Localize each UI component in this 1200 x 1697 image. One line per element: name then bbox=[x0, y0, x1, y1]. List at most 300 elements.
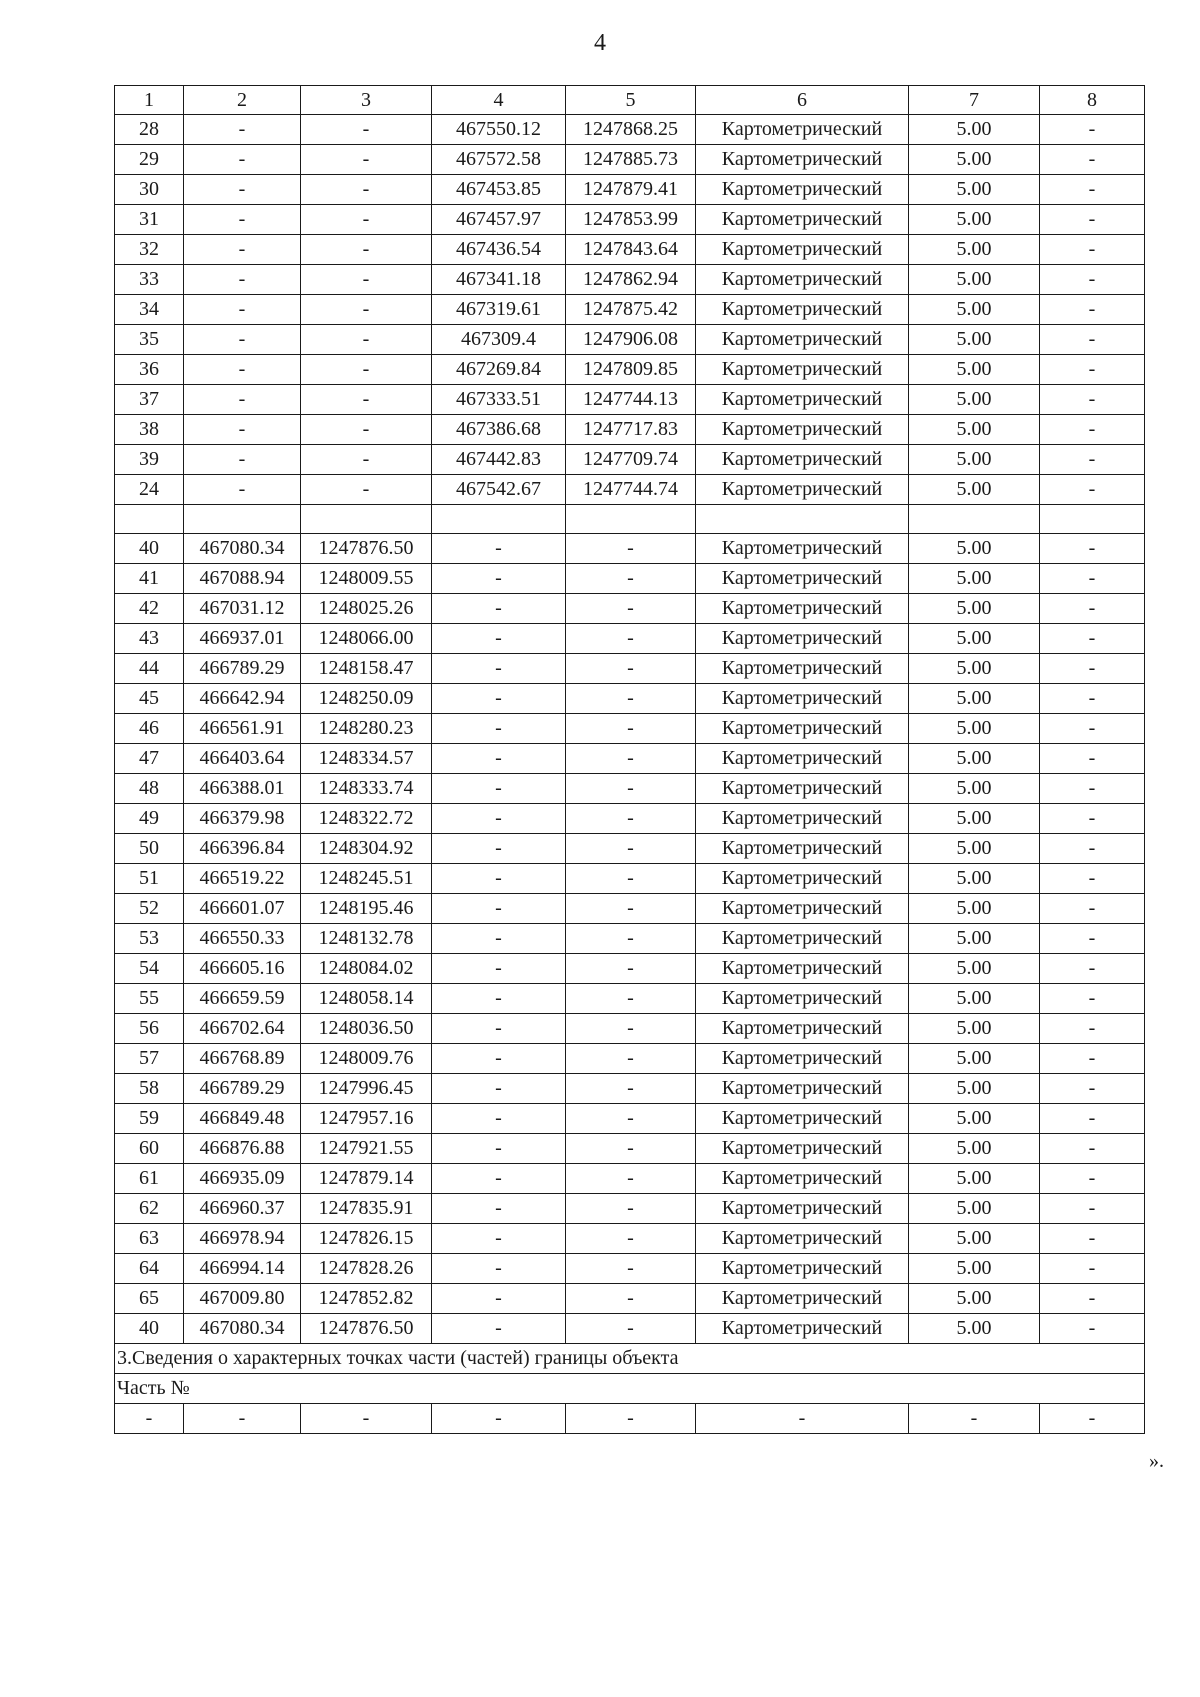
table-cell: Картометрический bbox=[696, 1314, 909, 1344]
table-cell: 1247906.08 bbox=[566, 325, 696, 355]
table-cell: 466702.64 bbox=[184, 1014, 301, 1044]
table-cell: 62 bbox=[115, 1194, 184, 1224]
table-cell: - bbox=[1040, 714, 1145, 744]
table-cell: Картометрический bbox=[696, 355, 909, 385]
table-row bbox=[115, 774, 1145, 804]
table-cell: 467333.51 bbox=[432, 385, 566, 415]
table-cell: 1247879.41 bbox=[566, 175, 696, 205]
table-row bbox=[115, 445, 1145, 475]
table-row bbox=[115, 1044, 1145, 1074]
table-cell: Картометрический bbox=[696, 145, 909, 175]
table-cell: - bbox=[566, 1164, 696, 1194]
table-cell: - bbox=[566, 864, 696, 894]
table-row bbox=[115, 834, 1145, 864]
table-row bbox=[115, 1074, 1145, 1104]
table-cell: - bbox=[566, 1134, 696, 1164]
table-cell: - bbox=[1040, 984, 1145, 1014]
table-cell: 467572.58 bbox=[432, 145, 566, 175]
table-cell: 1247921.55 bbox=[301, 1134, 432, 1164]
table-cell: - bbox=[184, 415, 301, 445]
table-cell: - bbox=[1040, 1254, 1145, 1284]
table-cell: 1247835.91 bbox=[301, 1194, 432, 1224]
table-cell: 1248195.46 bbox=[301, 894, 432, 924]
section-title: 3.Сведения о характерных точках части (частей) границы объекта bbox=[115, 1344, 1145, 1374]
table-cell: 30 bbox=[115, 175, 184, 205]
table-row bbox=[115, 1284, 1145, 1314]
table-cell: 5.00 bbox=[909, 924, 1040, 954]
table-cell: 28 bbox=[115, 115, 184, 145]
table-cell: 33 bbox=[115, 265, 184, 295]
table-cell: 1247826.15 bbox=[301, 1224, 432, 1254]
empty-cell bbox=[909, 505, 1040, 534]
table-cell: 5.00 bbox=[909, 1314, 1040, 1344]
table-cell: 467457.97 bbox=[432, 205, 566, 235]
table-cell: 5.00 bbox=[909, 894, 1040, 924]
table-cell: - bbox=[432, 1074, 566, 1104]
table-cell: - bbox=[1040, 295, 1145, 325]
table-row bbox=[115, 1014, 1145, 1044]
table-cell: 39 bbox=[115, 445, 184, 475]
table-cell: 466642.94 bbox=[184, 684, 301, 714]
table-cell: 5.00 bbox=[909, 804, 1040, 834]
table-cell: - bbox=[1040, 564, 1145, 594]
table-cell: 5.00 bbox=[909, 475, 1040, 505]
table-cell: Картометрический bbox=[696, 774, 909, 804]
table-cell: 1247885.73 bbox=[566, 145, 696, 175]
table-cell: 60 bbox=[115, 1134, 184, 1164]
column-header: 7 bbox=[909, 86, 1040, 115]
table-cell: 5.00 bbox=[909, 624, 1040, 654]
table-cell: - bbox=[566, 1224, 696, 1254]
table-cell: - bbox=[432, 534, 566, 564]
table-cell: 36 bbox=[115, 355, 184, 385]
table-cell: - bbox=[432, 834, 566, 864]
table-cell: Картометрический bbox=[696, 235, 909, 265]
table-cell: 48 bbox=[115, 774, 184, 804]
table-cell: 1248334.57 bbox=[301, 744, 432, 774]
table-row bbox=[115, 145, 1145, 175]
table-cell: 5.00 bbox=[909, 654, 1040, 684]
table-cell: 1248250.09 bbox=[301, 684, 432, 714]
table-cell: - bbox=[432, 1194, 566, 1224]
table-cell: - bbox=[184, 1404, 301, 1434]
table-cell: - bbox=[909, 1404, 1040, 1434]
table-cell: - bbox=[301, 145, 432, 175]
table-cell: - bbox=[1040, 1074, 1145, 1104]
table-cell: 1247876.50 bbox=[301, 1314, 432, 1344]
table-cell: - bbox=[184, 445, 301, 475]
table-cell: 466396.84 bbox=[184, 834, 301, 864]
table-cell: 466403.64 bbox=[184, 744, 301, 774]
table-cell: - bbox=[432, 864, 566, 894]
table-cell: 5.00 bbox=[909, 1044, 1040, 1074]
table-cell: - bbox=[1040, 1224, 1145, 1254]
table-cell: 467319.61 bbox=[432, 295, 566, 325]
table-cell: 467080.34 bbox=[184, 1314, 301, 1344]
table-cell: - bbox=[1040, 115, 1145, 145]
table-cell: Картометрический bbox=[696, 1224, 909, 1254]
table-cell: Картометрический bbox=[696, 1104, 909, 1134]
table-row bbox=[115, 1164, 1145, 1194]
empty-cell bbox=[696, 505, 909, 534]
table-cell: - bbox=[566, 954, 696, 984]
table-cell: - bbox=[432, 894, 566, 924]
column-header: 4 bbox=[432, 86, 566, 115]
empty-cell bbox=[115, 505, 184, 534]
table-cell: - bbox=[566, 924, 696, 954]
table-row bbox=[115, 804, 1145, 834]
table-cell: - bbox=[1040, 804, 1145, 834]
table-row bbox=[115, 564, 1145, 594]
table-row bbox=[115, 744, 1145, 774]
table-row bbox=[115, 594, 1145, 624]
table-cell: 1247709.74 bbox=[566, 445, 696, 475]
table-cell: - bbox=[184, 205, 301, 235]
table-cell: 1247876.50 bbox=[301, 534, 432, 564]
table-cell: Картометрический bbox=[696, 175, 909, 205]
table-cell: - bbox=[1040, 265, 1145, 295]
table-cell: 56 bbox=[115, 1014, 184, 1044]
table-cell: - bbox=[115, 1404, 184, 1434]
table-cell: - bbox=[432, 954, 566, 984]
table-cell: 63 bbox=[115, 1224, 184, 1254]
table-row bbox=[115, 475, 1145, 505]
table-cell: 64 bbox=[115, 1254, 184, 1284]
table-cell: 1247744.13 bbox=[566, 385, 696, 415]
table-cell: 467269.84 bbox=[432, 355, 566, 385]
empty-cell bbox=[1040, 505, 1145, 534]
table-cell: 40 bbox=[115, 534, 184, 564]
table-cell: 1248058.14 bbox=[301, 984, 432, 1014]
table-cell: - bbox=[566, 654, 696, 684]
table-cell: 1247852.82 bbox=[301, 1284, 432, 1314]
table-cell: 38 bbox=[115, 415, 184, 445]
table-cell: 1247996.45 bbox=[301, 1074, 432, 1104]
table-cell: - bbox=[432, 984, 566, 1014]
table-cell: - bbox=[301, 415, 432, 445]
table-cell: Картометрический bbox=[696, 564, 909, 594]
table-cell: 5.00 bbox=[909, 235, 1040, 265]
table-cell: 467080.34 bbox=[184, 534, 301, 564]
table-cell: - bbox=[184, 355, 301, 385]
table-row bbox=[115, 1254, 1145, 1284]
empty-cell bbox=[432, 505, 566, 534]
table-cell: - bbox=[1040, 415, 1145, 445]
part-number-row bbox=[115, 1374, 1145, 1404]
table-cell: - bbox=[301, 295, 432, 325]
table-cell: - bbox=[432, 1254, 566, 1284]
table-cell: - bbox=[432, 1224, 566, 1254]
table-cell: 5.00 bbox=[909, 1074, 1040, 1104]
table-cell: - bbox=[184, 295, 301, 325]
table-cell: - bbox=[1040, 1044, 1145, 1074]
table-cell: - bbox=[566, 1074, 696, 1104]
table-cell: 467009.80 bbox=[184, 1284, 301, 1314]
table-row bbox=[115, 1134, 1145, 1164]
table-cell: 467542.67 bbox=[432, 475, 566, 505]
table-cell: 5.00 bbox=[909, 954, 1040, 984]
table-cell: 1247853.99 bbox=[566, 205, 696, 235]
table-cell: - bbox=[432, 1104, 566, 1134]
table-cell: - bbox=[566, 1194, 696, 1224]
table-cell: - bbox=[1040, 385, 1145, 415]
table-cell: Картометрический bbox=[696, 1194, 909, 1224]
table-cell: - bbox=[432, 684, 566, 714]
table-cell: - bbox=[184, 265, 301, 295]
table-cell: 5.00 bbox=[909, 684, 1040, 714]
table-cell: - bbox=[566, 1044, 696, 1074]
table-cell: 1247875.42 bbox=[566, 295, 696, 325]
table-cell: Картометрический bbox=[696, 1014, 909, 1044]
table-cell: 1247744.74 bbox=[566, 475, 696, 505]
table-cell: 5.00 bbox=[909, 295, 1040, 325]
table-cell: - bbox=[301, 175, 432, 205]
table-cell: 466659.59 bbox=[184, 984, 301, 1014]
table-cell: - bbox=[432, 1404, 566, 1434]
table-cell: 1247957.16 bbox=[301, 1104, 432, 1134]
table-cell: - bbox=[184, 175, 301, 205]
table-cell: 467088.94 bbox=[184, 564, 301, 594]
table-cell: - bbox=[1040, 864, 1145, 894]
table-cell: 467436.54 bbox=[432, 235, 566, 265]
table-cell: 467341.18 bbox=[432, 265, 566, 295]
table-cell: - bbox=[184, 145, 301, 175]
table-cell: - bbox=[566, 1404, 696, 1434]
table-cell: 1247828.26 bbox=[301, 1254, 432, 1284]
table-cell: 45 bbox=[115, 684, 184, 714]
table-cell: 59 bbox=[115, 1104, 184, 1134]
table-cell: - bbox=[566, 564, 696, 594]
table-cell: - bbox=[432, 564, 566, 594]
table-cell: - bbox=[1040, 834, 1145, 864]
empty-cell bbox=[184, 505, 301, 534]
table-cell: 466876.88 bbox=[184, 1134, 301, 1164]
table-cell: 35 bbox=[115, 325, 184, 355]
table-cell: 466937.01 bbox=[184, 624, 301, 654]
table-cell: 1248158.47 bbox=[301, 654, 432, 684]
table-cell: - bbox=[1040, 654, 1145, 684]
table-cell: 5.00 bbox=[909, 714, 1040, 744]
table-row bbox=[115, 684, 1145, 714]
table-row bbox=[115, 624, 1145, 654]
table-row bbox=[115, 235, 1145, 265]
table-cell: 5.00 bbox=[909, 864, 1040, 894]
table-cell: 466379.98 bbox=[184, 804, 301, 834]
table-cell: 467386.68 bbox=[432, 415, 566, 445]
table-cell: 41 bbox=[115, 564, 184, 594]
table-cell: - bbox=[184, 325, 301, 355]
table-row bbox=[115, 295, 1145, 325]
table-cell: - bbox=[184, 235, 301, 265]
table-cell: 54 bbox=[115, 954, 184, 984]
table-cell: Картометрический bbox=[696, 534, 909, 564]
table-cell: - bbox=[566, 744, 696, 774]
table-cell: - bbox=[301, 355, 432, 385]
table-cell: - bbox=[432, 1314, 566, 1344]
table-cell: 1248333.74 bbox=[301, 774, 432, 804]
table-cell: 466994.14 bbox=[184, 1254, 301, 1284]
table-cell: - bbox=[301, 265, 432, 295]
table-cell: - bbox=[566, 1314, 696, 1344]
table-cell: - bbox=[1040, 325, 1145, 355]
table-cell: 5.00 bbox=[909, 1224, 1040, 1254]
table-cell: 5.00 bbox=[909, 1014, 1040, 1044]
table-cell: Картометрический bbox=[696, 954, 909, 984]
table-cell: 58 bbox=[115, 1074, 184, 1104]
table-cell: 52 bbox=[115, 894, 184, 924]
column-header: 8 bbox=[1040, 86, 1145, 115]
table-cell: 467550.12 bbox=[432, 115, 566, 145]
table-cell: - bbox=[1040, 235, 1145, 265]
table-cell: 5.00 bbox=[909, 145, 1040, 175]
table-cell: Картометрический bbox=[696, 295, 909, 325]
table-cell: - bbox=[432, 654, 566, 684]
table-cell: - bbox=[566, 804, 696, 834]
table-row bbox=[115, 415, 1145, 445]
table-row bbox=[115, 894, 1145, 924]
table-cell: Картометрический bbox=[696, 1074, 909, 1104]
column-header: 2 bbox=[184, 86, 301, 115]
table-cell: Картометрический bbox=[696, 115, 909, 145]
empty-cell bbox=[566, 505, 696, 534]
table-cell: 5.00 bbox=[909, 744, 1040, 774]
table-cell: - bbox=[432, 924, 566, 954]
table-cell: 1247843.64 bbox=[566, 235, 696, 265]
table-cell: 24 bbox=[115, 475, 184, 505]
table-cell: Картометрический bbox=[696, 834, 909, 864]
table-cell: Картометрический bbox=[696, 684, 909, 714]
table-cell: Картометрический bbox=[696, 654, 909, 684]
table-cell: Картометрический bbox=[696, 1044, 909, 1074]
table-cell: - bbox=[432, 594, 566, 624]
table-cell: 1248009.55 bbox=[301, 564, 432, 594]
table-cell: 34 bbox=[115, 295, 184, 325]
table-cell: - bbox=[566, 594, 696, 624]
table-cell: - bbox=[432, 1044, 566, 1074]
column-header: 1 bbox=[115, 86, 184, 115]
table-cell: - bbox=[1040, 594, 1145, 624]
table-cell: - bbox=[432, 1014, 566, 1044]
table-cell: - bbox=[566, 834, 696, 864]
table-cell: 1247879.14 bbox=[301, 1164, 432, 1194]
table-row bbox=[115, 355, 1145, 385]
table-cell: - bbox=[432, 1134, 566, 1164]
table-cell: 29 bbox=[115, 145, 184, 175]
table-cell: - bbox=[566, 1014, 696, 1044]
table-cell: 466789.29 bbox=[184, 1074, 301, 1104]
column-header: 3 bbox=[301, 86, 432, 115]
table-cell: - bbox=[566, 1254, 696, 1284]
table-cell: 5.00 bbox=[909, 1194, 1040, 1224]
table-cell: - bbox=[1040, 894, 1145, 924]
table-row bbox=[115, 1224, 1145, 1254]
table-cell: 42 bbox=[115, 594, 184, 624]
table-cell: - bbox=[301, 385, 432, 415]
table-cell: 53 bbox=[115, 924, 184, 954]
empty-cell bbox=[301, 505, 432, 534]
table-cell: - bbox=[566, 714, 696, 744]
table-cell: - bbox=[1040, 1014, 1145, 1044]
part-number-label: Часть № bbox=[115, 1374, 1145, 1404]
column-header: 6 bbox=[696, 86, 909, 115]
table-cell: 1248025.26 bbox=[301, 594, 432, 624]
table-row bbox=[115, 714, 1145, 744]
table-cell: 466550.33 bbox=[184, 924, 301, 954]
table-cell: - bbox=[301, 235, 432, 265]
table-cell: 466789.29 bbox=[184, 654, 301, 684]
table-cell: 51 bbox=[115, 864, 184, 894]
table-cell: 5.00 bbox=[909, 175, 1040, 205]
table-cell: - bbox=[566, 894, 696, 924]
table-cell: - bbox=[301, 475, 432, 505]
table-cell: 5.00 bbox=[909, 1254, 1040, 1284]
table-cell: 467442.83 bbox=[432, 445, 566, 475]
table-cell: - bbox=[1040, 684, 1145, 714]
table-cell: 5.00 bbox=[909, 115, 1040, 145]
table-cell: 1248066.00 bbox=[301, 624, 432, 654]
table-cell: - bbox=[301, 205, 432, 235]
table-cell: - bbox=[432, 1284, 566, 1314]
table-cell: 55 bbox=[115, 984, 184, 1014]
table-row bbox=[115, 385, 1145, 415]
table-row bbox=[115, 265, 1145, 295]
table-cell: 5.00 bbox=[909, 774, 1040, 804]
table-row bbox=[115, 1194, 1145, 1224]
table-cell: Картометрический bbox=[696, 475, 909, 505]
table-cell: 466960.37 bbox=[184, 1194, 301, 1224]
table-cell: Картометрический bbox=[696, 624, 909, 654]
table-cell: Картометрический bbox=[696, 325, 909, 355]
column-header: 5 bbox=[566, 86, 696, 115]
table-cell: 37 bbox=[115, 385, 184, 415]
table-cell: - bbox=[1040, 744, 1145, 774]
table-cell: 467309.4 bbox=[432, 325, 566, 355]
table-cell: - bbox=[301, 1404, 432, 1434]
table-cell: 466605.16 bbox=[184, 954, 301, 984]
table-cell: - bbox=[1040, 355, 1145, 385]
table-cell: 5.00 bbox=[909, 445, 1040, 475]
table-cell: 1248084.02 bbox=[301, 954, 432, 984]
table-cell: 49 bbox=[115, 804, 184, 834]
table-cell: 5.00 bbox=[909, 385, 1040, 415]
table-row bbox=[115, 534, 1145, 564]
table-cell: - bbox=[432, 804, 566, 834]
table-cell: 5.00 bbox=[909, 355, 1040, 385]
table-cell: - bbox=[566, 684, 696, 714]
table-cell: Картометрический bbox=[696, 415, 909, 445]
table-cell: 1247868.25 bbox=[566, 115, 696, 145]
table-row bbox=[115, 984, 1145, 1014]
table-cell: Картометрический bbox=[696, 744, 909, 774]
table-cell: 1247717.83 bbox=[566, 415, 696, 445]
table-cell: - bbox=[301, 325, 432, 355]
table-body bbox=[115, 86, 1145, 1434]
table-row bbox=[115, 325, 1145, 355]
table-cell: 466601.07 bbox=[184, 894, 301, 924]
table-cell: 5.00 bbox=[909, 984, 1040, 1014]
table-cell: 1248304.92 bbox=[301, 834, 432, 864]
table-cell: - bbox=[432, 624, 566, 654]
table-cell: - bbox=[1040, 445, 1145, 475]
table-cell: Картометрический bbox=[696, 984, 909, 1014]
table-cell: - bbox=[1040, 1194, 1145, 1224]
table-row bbox=[115, 654, 1145, 684]
table-cell: 5.00 bbox=[909, 534, 1040, 564]
table-cell: - bbox=[1040, 145, 1145, 175]
table-cell: - bbox=[184, 115, 301, 145]
table-row bbox=[115, 1104, 1145, 1134]
table-cell: 65 bbox=[115, 1284, 184, 1314]
